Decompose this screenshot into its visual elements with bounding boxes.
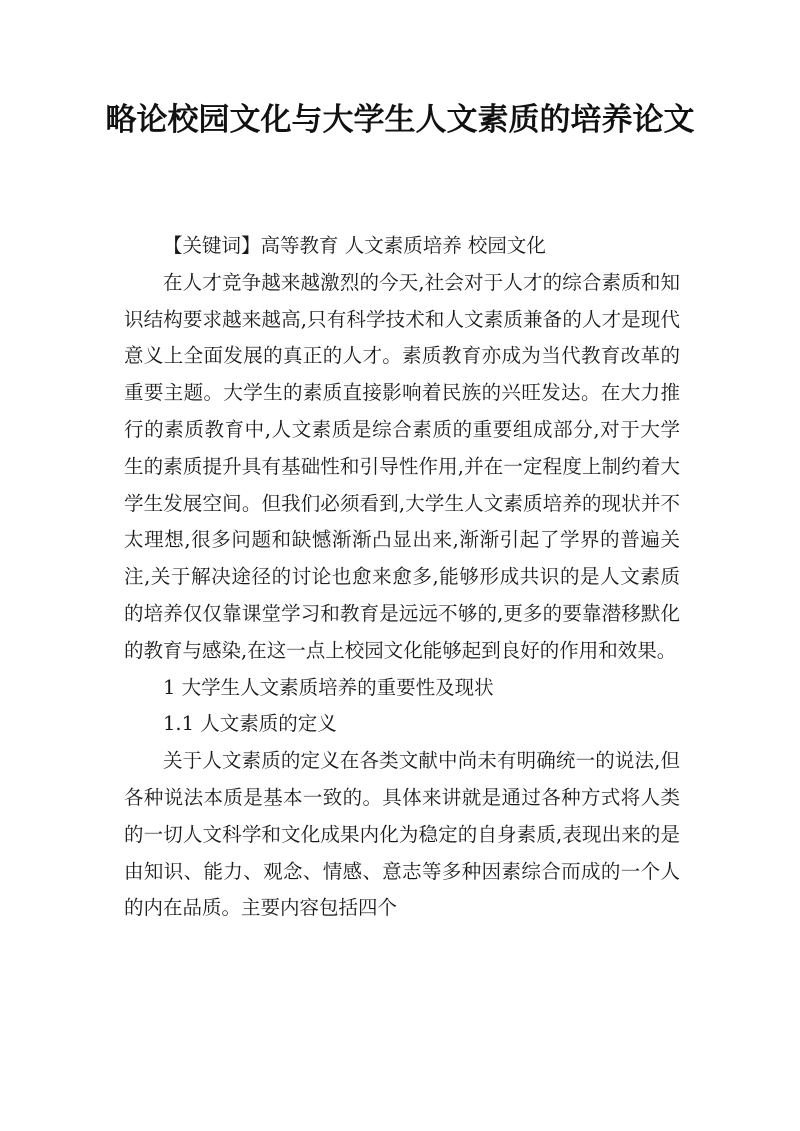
document-body xyxy=(124,228,680,927)
paragraph-intro: 在人才竞争越来越激烈的今天,社会对于人才的综合素质和知识结构要求越来越高,只有科学技术和人文素质兼备的人才是现代意义上全面发展的真正的人才。素质教育亦成为当代教育改革的重要主题。大学生的素质直接影响着民族的兴旺发达。在大力推行的素质教育中,人文素质是综合素质的重要组成部分,对于大学生的素质提升具有基础性和引导性作用,并在一定程度上制约着大学生发展空间。但我们必须看到,大学生人文素质培养的现状并不太理想,很多问题和缺憾渐渐凸显出来,渐渐引起了学界的普遍关注,关于解决途径的讨论也愈来愈多,能够形成共识的是人文素质的培养仅仅靠课堂学习和教育是远远不够的,更多的要靠潜移默化的教育与感染,在这一点上校园文化能够起到良好的作用和效果。 xyxy=(124,270,680,662)
keywords-line: 【关键词】高等教育 人文素质培养 校园文化 xyxy=(163,234,546,257)
paragraph-definition: 关于人文素质的定义在各类文献中尚未有明确统一的说法,但各种说法本质是基本一致的。具体来讲就是通过各种方式将人类的一切人文科学和文化成果内化为稳定的自身素质,表现出来的是由知识、能力、观念、情感、意志等多种因素综合而成的一个人的内在品质。主要内容包括四个 xyxy=(124,749,680,920)
document-title: 略论校园文化与大学生人文素质的培养论文 xyxy=(105,102,695,138)
section-heading-1-1: 1.1 人文素质的定义 xyxy=(163,712,337,736)
section-heading-1: 1 大学生人文素质培养的重要性及现状 xyxy=(163,675,494,699)
